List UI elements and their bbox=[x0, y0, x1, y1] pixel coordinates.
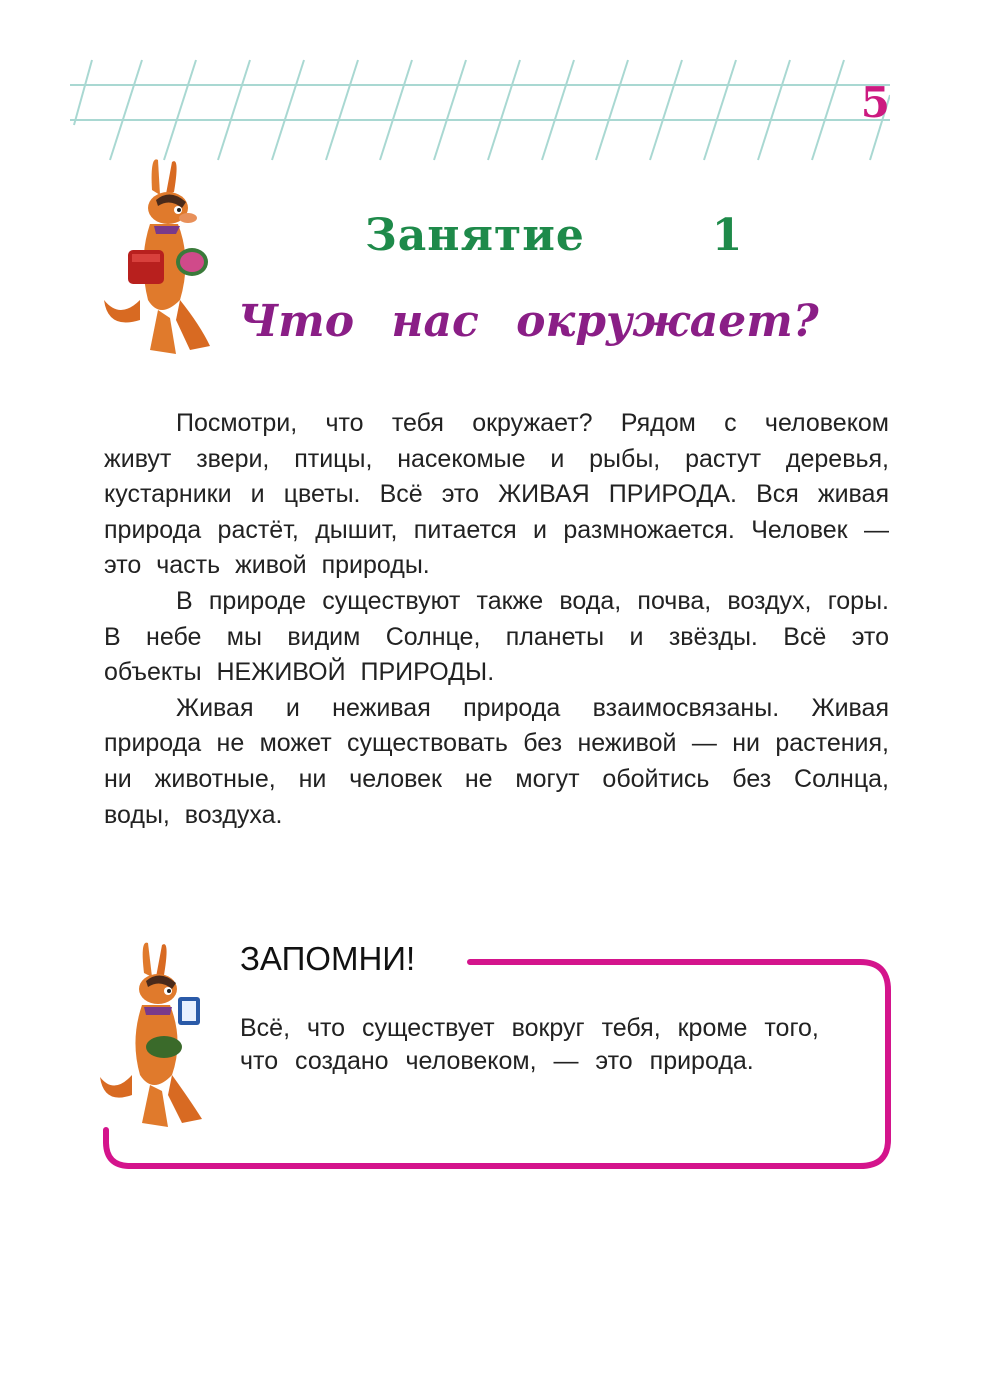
remember-heading: ЗАПОМНИ! bbox=[240, 940, 435, 978]
main-text bbox=[104, 406, 889, 833]
lesson-title: Занятие 1 bbox=[365, 210, 744, 261]
kangaroo-with-bag-illustration bbox=[100, 150, 220, 360]
paragraph-2: В природе существуют также вода, почва, воздух, горы. В небе мы видим Солнце, планеты и звёзды. Всё это объекты НЕЖИВОЙ ПРИРОДЫ. bbox=[104, 586, 889, 687]
lesson-subtitle: Что нас окружает? bbox=[238, 296, 819, 347]
kangaroo-reading-book-illustration bbox=[98, 935, 213, 1130]
paragraph-1: Посмотри, что тебя окружает? Рядом с человеком живут звери, птицы, насекомые и рыбы, растут деревья, кустарники и цветы. Всё это ЖИВАЯ ПРИРОДА. Вся живая природа растёт, дышит, питается и размножается. Человек — это часть живой природы. bbox=[104, 409, 889, 580]
remember-text: Всё, что существует вокруг тебя, кроме того, что создано человеком, — это природа. bbox=[240, 1014, 819, 1075]
notebook-lines-decoration bbox=[70, 55, 890, 165]
page-number: 5 bbox=[860, 78, 890, 127]
paragraph-3: Живая и неживая природа взаимосвязаны. Живая природа не может существовать без неживой — ни растения, ни животные, ни человек не могут обойтись без Солнца, воды, воздуха. bbox=[104, 693, 889, 829]
